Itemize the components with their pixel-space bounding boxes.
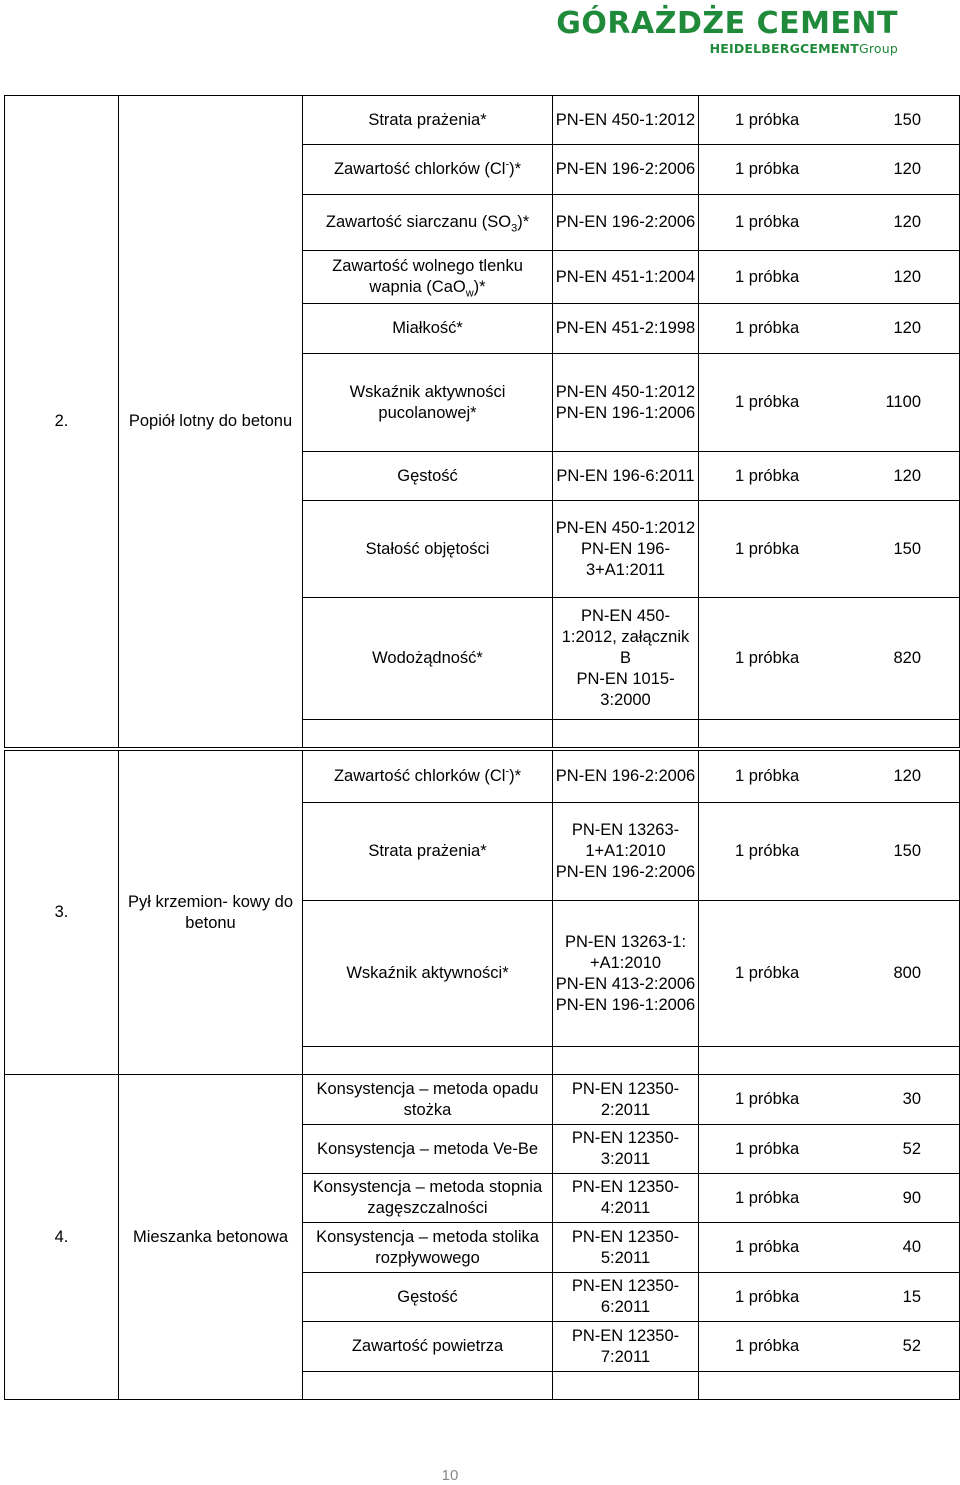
- param-cell: Gęstość: [303, 1273, 553, 1322]
- sample-label: 1 próbka: [735, 267, 800, 286]
- method-cell: [553, 501, 699, 598]
- param-cell: Konsystencja – metoda Ve-Be: [303, 1125, 553, 1174]
- sample-cell: [699, 251, 960, 304]
- spacer-cell: [699, 1047, 960, 1075]
- sample-label: 1 próbka: [735, 393, 800, 411]
- page-number: 10: [441, 1467, 459, 1484]
- sample-label: 1 próbka: [735, 1090, 800, 1108]
- spacer-cell: [553, 1047, 699, 1075]
- sample-value: 120: [893, 267, 921, 286]
- method-line: PN-EN 196-1:2006: [555, 995, 696, 1014]
- table-section-3: [4, 750, 960, 1075]
- method-line: PN-EN 450-1:2012: [555, 382, 696, 401]
- method-cell: [553, 354, 699, 452]
- param-cell: Zawartość chlorków (Cl-)*: [303, 145, 553, 195]
- method-cell: PN-EN 196-6:2011: [553, 452, 699, 501]
- sample-value: 30: [902, 1090, 921, 1108]
- sample-label: 1 próbka: [735, 319, 800, 337]
- method-line: PN-EN 196-3+A1:2011: [581, 539, 670, 579]
- sample-label: 1 próbka: [735, 110, 800, 129]
- sample-label: 1 próbka: [735, 1139, 800, 1158]
- param-cell: Zawartość siarczanu $(SO_3)*$: [303, 195, 553, 251]
- param-cell: Strata prażenia*: [303, 96, 553, 145]
- logo-group-bold: HEIDELBERGCEMENT: [709, 41, 859, 56]
- sample-label: 1 próbka: [735, 1337, 800, 1355]
- method-cell: PN-EN 12350-4:2011: [553, 1174, 699, 1223]
- section-number: 4.: [5, 1075, 119, 1400]
- sample-value: 150: [893, 842, 921, 860]
- method-line: PN-EN 196-1:2006: [555, 403, 696, 422]
- sample-cell: [699, 1174, 960, 1223]
- sample-value: 52: [902, 1139, 921, 1158]
- sample-cell: [699, 1273, 960, 1322]
- sample-value: 40: [902, 1238, 921, 1256]
- param-cell: Wodożądność*: [303, 598, 553, 720]
- sample-cell: [699, 145, 960, 195]
- sample-value: 15: [902, 1287, 921, 1306]
- sample-value: 120: [893, 160, 921, 178]
- param-cell: Miałkość*: [303, 304, 553, 354]
- sample-label: 1 próbka: [735, 539, 800, 558]
- method-cell: [553, 803, 699, 901]
- method-line: PN-EN 1015-3:2000: [576, 670, 675, 709]
- method-cell: PN-EN 12350-7:2011: [553, 1322, 699, 1372]
- sample-cell: [699, 1125, 960, 1174]
- company-logo: [556, 8, 898, 56]
- table-section-2: [4, 95, 960, 748]
- sample-value: 90: [902, 1188, 921, 1207]
- sample-cell: [699, 1223, 960, 1273]
- sample-cell: [699, 304, 960, 354]
- sample-cell: [699, 195, 960, 251]
- method-line: PN-EN 450-1:2012: [555, 518, 696, 537]
- method-cell: PN-EN 196-2:2006: [553, 145, 699, 195]
- method-cell: PN-EN 12350-2:2011: [553, 1075, 699, 1125]
- sample-value: 820: [893, 649, 921, 667]
- method-line: PN-EN 13263-1: +A1:2010: [564, 932, 687, 972]
- method-cell: PN-EN 12350-3:2011: [553, 1125, 699, 1174]
- param-cell: Konsystencja – metoda stolika rozpływowego: [303, 1223, 553, 1273]
- method-cell: PN-EN 196-2:2006: [553, 751, 699, 803]
- method-line: PN-EN 413-2:2006: [555, 974, 696, 993]
- spacer-cell: [303, 1372, 553, 1400]
- sample-value: 52: [902, 1337, 921, 1355]
- method-cell: PN-EN 450-1:2012: [553, 96, 699, 145]
- param-cell: Konsystencja – metoda stopnia zagęszczalności: [303, 1174, 553, 1223]
- sample-cell: [699, 901, 960, 1047]
- param-cell: Zawartość chlorków (Cl-)*: [303, 751, 553, 803]
- method-cell: [553, 901, 699, 1047]
- spacer-cell: [699, 720, 960, 748]
- sample-cell: [699, 501, 960, 598]
- sample-value: 120: [893, 319, 921, 337]
- sample-cell: [699, 354, 960, 452]
- method-line: PN-EN 450-1:2012, załącznik B: [561, 607, 690, 667]
- sample-cell: [699, 96, 960, 145]
- sample-value: 120: [893, 767, 921, 785]
- sample-value: 800: [893, 964, 921, 982]
- material-name: Pył krzemion- kowy do betonu: [119, 751, 303, 1075]
- sample-label: 1 próbka: [735, 842, 800, 860]
- param-cell: Gęstość: [303, 452, 553, 501]
- method-cell: PN-EN 451-2:1998: [553, 304, 699, 354]
- spacer-cell: [699, 1372, 960, 1400]
- sample-value: 150: [893, 110, 921, 129]
- sample-cell: [699, 1322, 960, 1372]
- material-name: Mieszanka betonowa: [119, 1075, 303, 1400]
- spacer-cell: [553, 720, 699, 748]
- sample-label: 1 próbka: [735, 466, 800, 485]
- method-cell: PN-EN 12350-6:2011: [553, 1273, 699, 1322]
- param-cell: Strata prażenia*: [303, 803, 553, 901]
- sample-cell: [699, 803, 960, 901]
- sample-label: 1 próbka: [735, 964, 800, 982]
- sample-label: 1 próbka: [735, 1188, 800, 1207]
- spacer-cell: [303, 720, 553, 748]
- param-cell: Stałość objętości: [303, 501, 553, 598]
- sample-value: 120: [893, 213, 921, 231]
- sample-label: 1 próbka: [735, 213, 800, 231]
- material-name: Popiół lotny do betonu: [119, 96, 303, 748]
- logo-group-light: Group: [858, 41, 898, 56]
- param-cell: Konsystencja – metoda opadu stożka: [303, 1075, 553, 1125]
- method-cell: PN-EN 451-1:2004: [553, 251, 699, 304]
- sample-cell: [699, 452, 960, 501]
- sample-value: 1100: [885, 393, 921, 411]
- spacer-cell: [553, 1372, 699, 1400]
- spacer-cell: [303, 1047, 553, 1075]
- section-number: 3.: [5, 751, 119, 1075]
- param-cell: Wskaźnik aktywności pucolanowej*: [303, 354, 553, 452]
- param-cell: Zawartość powietrza: [303, 1322, 553, 1372]
- sample-label: 1 próbka: [735, 767, 800, 785]
- section-number: 2.: [5, 96, 119, 748]
- sample-value: 150: [893, 539, 921, 558]
- param-cell: Zawartość wolnego tlenku wapnia (CaO$_w$)*: [303, 251, 553, 304]
- sample-label: 1 próbka: [735, 1287, 800, 1306]
- sample-value: 120: [893, 466, 921, 485]
- method-cell: PN-EN 196-2:2006: [553, 195, 699, 251]
- method-line: PN-EN 13263-1+A1:2010: [571, 821, 680, 860]
- method-cell: [553, 598, 699, 720]
- sample-label: 1 próbka: [735, 649, 800, 667]
- sample-cell: [699, 1075, 960, 1125]
- logo-brand: GÓRAŻDŻE CEMENT: [556, 6, 898, 41]
- sample-label: 1 próbka: [735, 160, 800, 178]
- method-cell: PN-EN 12350-5:2011: [553, 1223, 699, 1273]
- logo-group: [556, 42, 898, 56]
- param-cell: Wskaźnik aktywności*: [303, 901, 553, 1047]
- sample-cell: [699, 751, 960, 803]
- method-line: PN-EN 196-2:2006: [555, 863, 696, 881]
- sample-label: 1 próbka: [735, 1238, 800, 1256]
- table-section-4: [4, 1074, 960, 1400]
- sample-cell: [699, 598, 960, 720]
